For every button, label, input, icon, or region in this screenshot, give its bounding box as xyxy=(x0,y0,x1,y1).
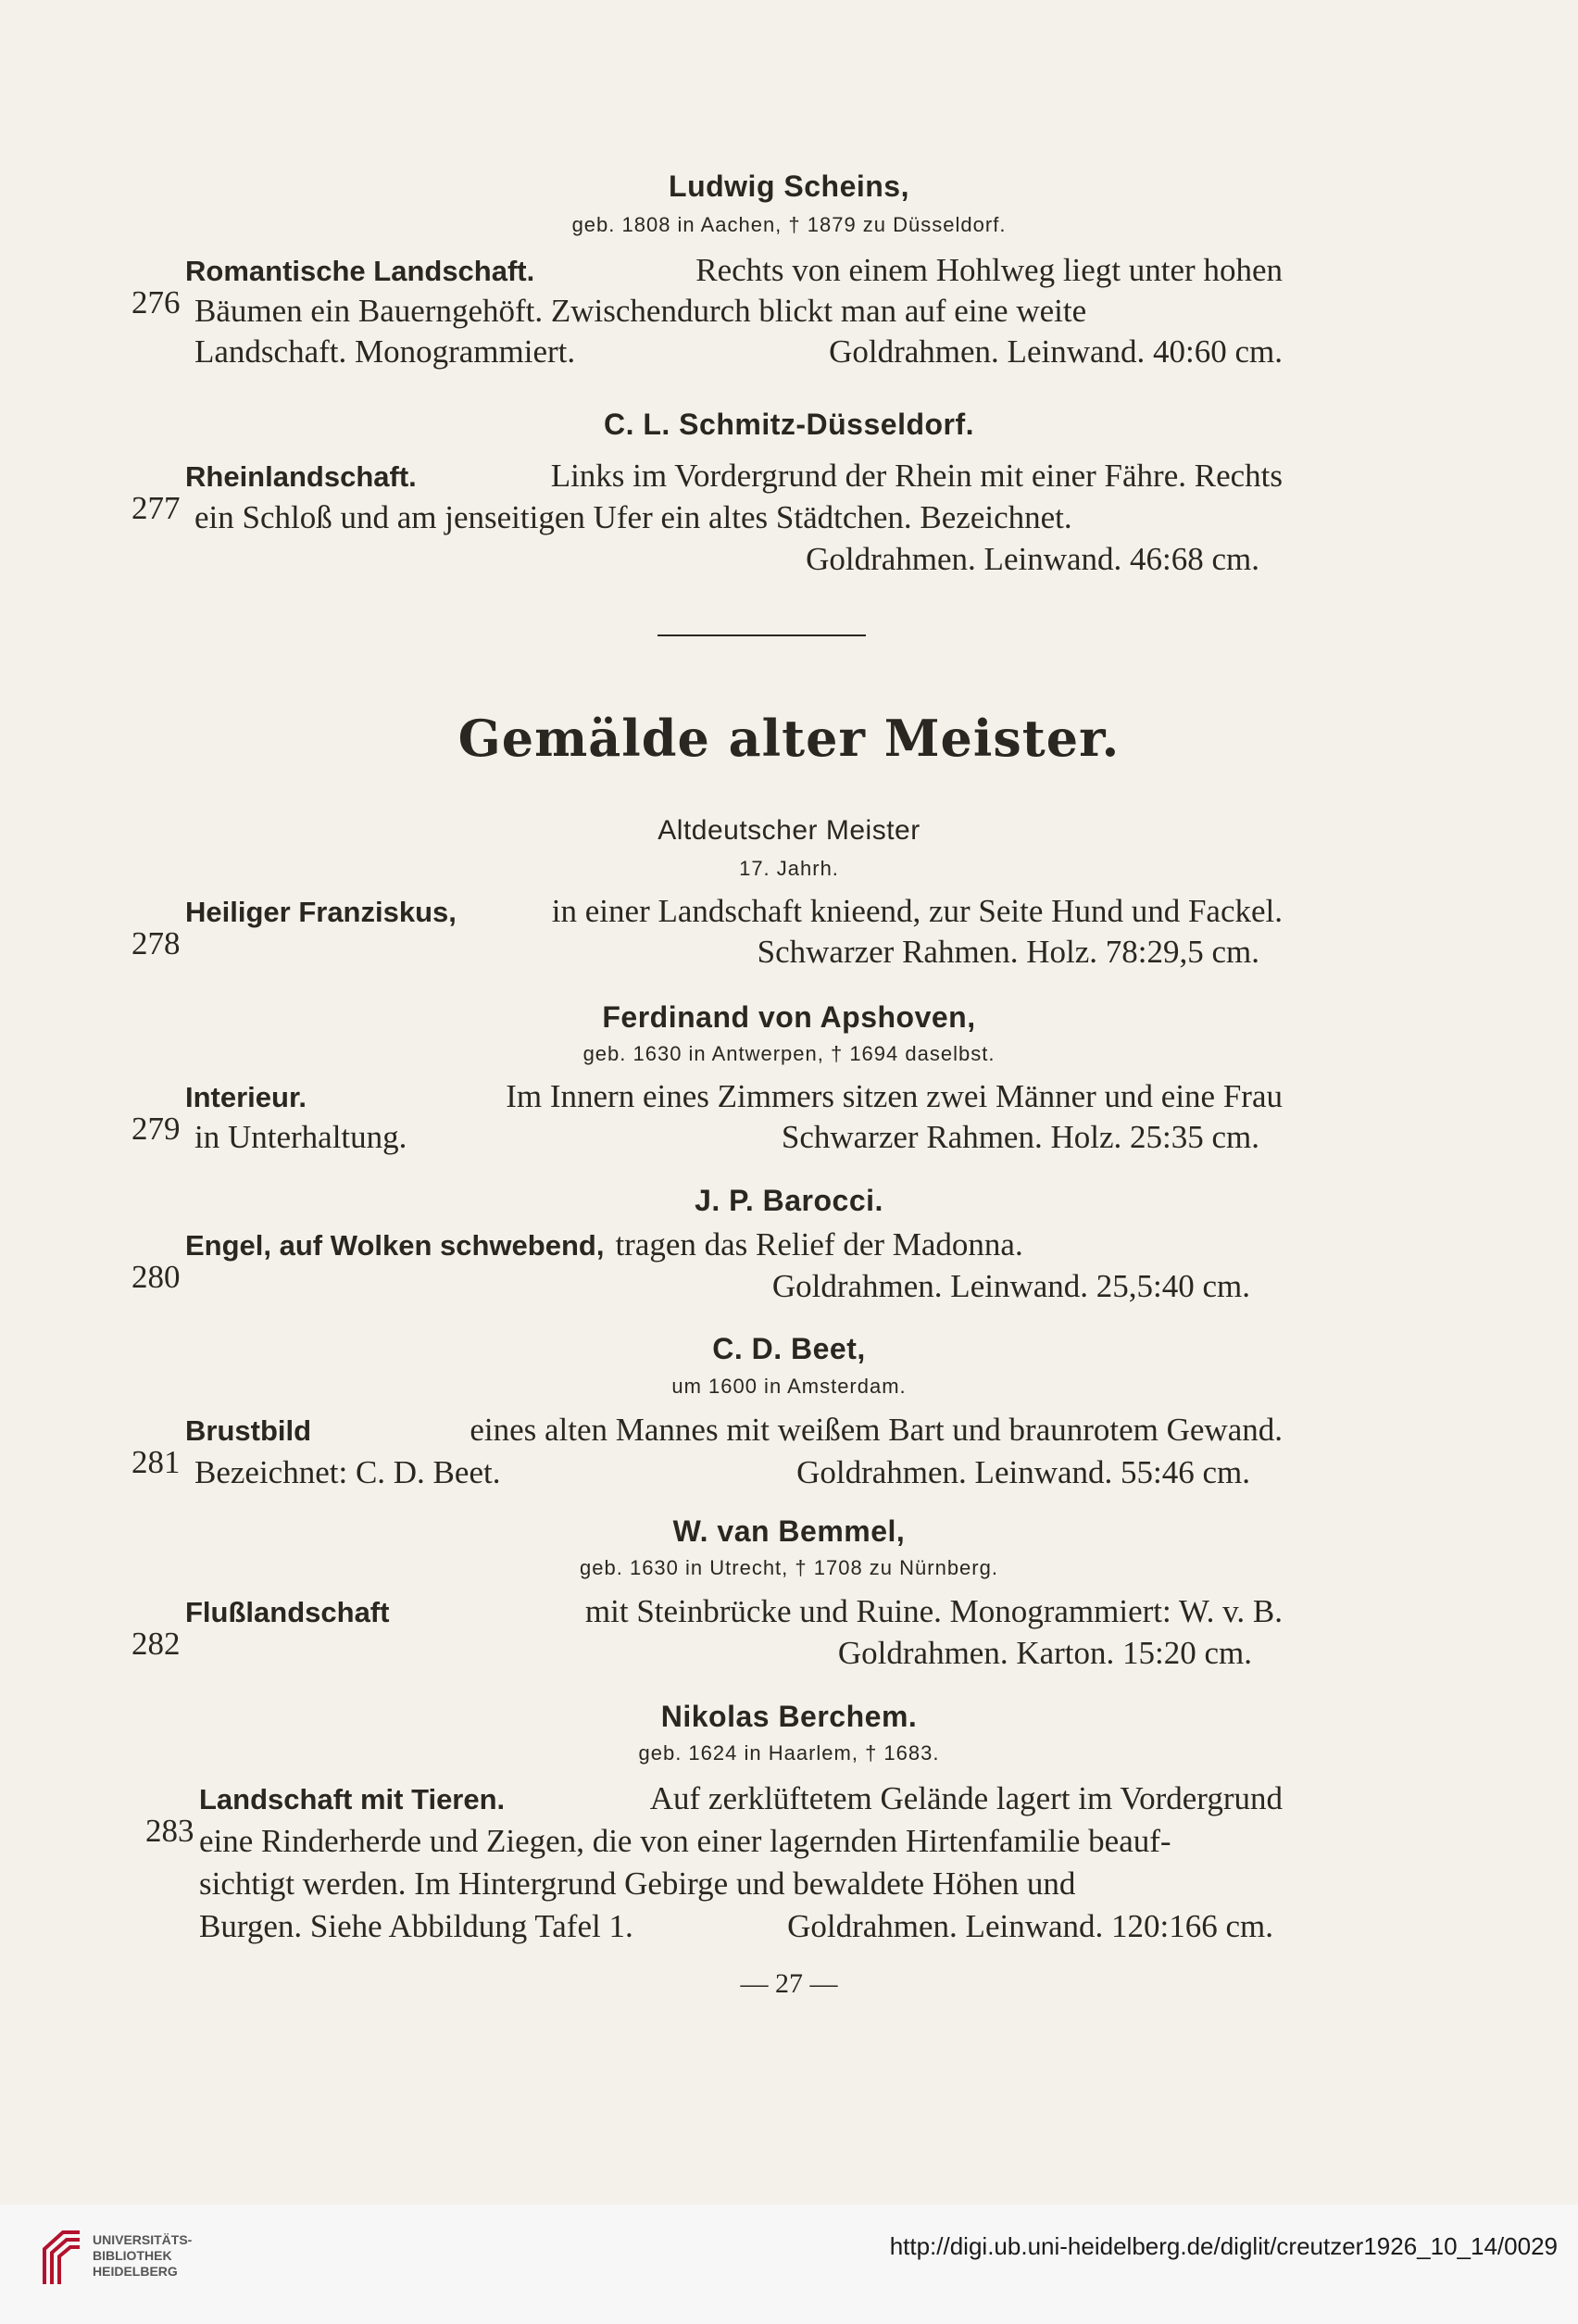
entry-title: Engel, auf Wolken schwebend, xyxy=(185,1229,605,1262)
entry-text: ein Schloß und am jenseitigen Ufer ein altes Städtchen. Bezeichnet. xyxy=(194,499,1072,535)
artist-dates: geb. 1808 in Aachen, † 1879 zu Düsseldorf. xyxy=(571,213,1007,236)
entry-line xyxy=(199,1904,1273,1949)
source-url-link[interactable]: http://digi.ub.uni-heidelberg.de/diglit/creutzer1926_10_14/0029 xyxy=(889,2232,1558,2260)
entry-text: eines alten Mannes mit weißem Bart und braunrotem Gewand. xyxy=(470,1412,1283,1448)
page-number: — 27 — xyxy=(740,1968,838,1999)
entry-line xyxy=(194,330,1283,374)
entry-dimensions: Goldrahmen. Leinwand. 25,5:40 cm. xyxy=(771,1268,1250,1304)
entry-dimensions: Schwarzer Rahmen. Holz. 78:29,5 cm. xyxy=(757,934,1259,970)
lot-number: 280 xyxy=(132,1259,181,1295)
library-name xyxy=(93,2232,192,2280)
entry-text: Burgen. Siehe Abbildung Tafel 1. xyxy=(199,1908,633,1944)
entry-title: Heiliger Franziskus, xyxy=(185,896,457,928)
entry-text: sichtigt werden. Im Hintergrund Gebirge und bewaldete Höhen und xyxy=(199,1865,1076,1902)
artist-dates: geb. 1630 in Utrecht, † 1708 zu Nürnberg. xyxy=(580,1556,998,1579)
entry-text: mit Steinbrücke und Ruine. Monogrammiert: W. v. B. xyxy=(584,1593,1283,1629)
entry-title: Landschaft mit Tieren. xyxy=(199,1783,506,1815)
entry-dimensions: Schwarzer Rahmen. Holz. 25:35 cm. xyxy=(781,1119,1259,1155)
entry-title: Brustbild xyxy=(185,1414,312,1447)
entry-text: tragen das Relief der Madonna. xyxy=(615,1226,1023,1262)
entry-text: Links im Vordergrund der Rhein mit einer Fähre. Rechts xyxy=(550,458,1283,494)
section-title: Gemälde alter Meister. xyxy=(457,709,1121,768)
library-name-line: BIBLIOTHEK xyxy=(93,2248,172,2263)
entry-text: Bäumen ein Bauerngehöft. Zwischendurch blickt man auf eine weite xyxy=(194,293,1087,329)
artist-name: C. L. Schmitz-Düsseldorf. xyxy=(603,408,975,441)
lot-number: 283 xyxy=(145,1813,194,1849)
lot-number: 282 xyxy=(132,1626,181,1662)
artist-name: Ferdinand von Apshoven, xyxy=(602,1000,976,1034)
artist-name: Ludwig Scheins, xyxy=(669,170,909,203)
entry-title: Rheinlandschaft. xyxy=(185,460,417,493)
entry-text: Landschaft. Monogrammiert. xyxy=(194,333,576,370)
lot-number: 278 xyxy=(132,925,181,961)
entry-text: Rechts von einem Hohlweg liegt unter hohen xyxy=(695,252,1283,288)
lot-number: 276 xyxy=(132,284,181,320)
artist-name: W. van Bemmel, xyxy=(672,1514,906,1548)
library-logo-icon xyxy=(39,2225,85,2290)
artist-name: C. D. Beet, xyxy=(712,1332,866,1365)
lot-number: 279 xyxy=(132,1111,181,1147)
entry-dimensions: Goldrahmen. Leinwand. 40:60 cm. xyxy=(829,333,1283,370)
entry-text: eine Rinderherde und Ziegen, die von einer lagernden Hirtenfamilie beauf- xyxy=(199,1823,1171,1859)
artist-dates: geb. 1624 in Haarlem, † 1683. xyxy=(638,1741,940,1765)
artist-name: Altdeutscher Meister xyxy=(658,815,920,846)
footer-bar xyxy=(0,2205,1578,2324)
entry-text: Im Innern eines Zimmers sitzen zwei Männer und eine Frau xyxy=(506,1078,1283,1114)
entry-dimensions: Goldrahmen. Karton. 15:20 cm. xyxy=(837,1635,1252,1671)
entry-title: Flußlandschaft xyxy=(185,1596,390,1628)
artist-name: J. P. Barocci. xyxy=(695,1184,883,1217)
entry-text: in Unterhaltung. xyxy=(194,1119,407,1155)
entry-dimensions: Goldrahmen. Leinwand. 46:68 cm. xyxy=(806,541,1259,577)
lot-number: 277 xyxy=(132,490,181,526)
artist-name: Nikolas Berchem. xyxy=(660,1700,918,1733)
entry-text: Auf zerklüftetem Gelände lagert im Vordergrund xyxy=(649,1780,1283,1816)
library-name-line: HEIDELBERG xyxy=(93,2264,178,2279)
entry-text: Bezeichnet: C. D. Beet. xyxy=(194,1454,501,1490)
artist-dates: geb. 1630 in Antwerpen, † 1694 daselbst. xyxy=(582,1042,996,1065)
divider xyxy=(658,634,866,636)
entry-title: Interieur. xyxy=(185,1081,307,1113)
artist-dates: um 1600 in Amsterdam. xyxy=(671,1375,907,1398)
entry-text: in einer Landschaft knieend, zur Seite Hund und Fackel. xyxy=(551,893,1283,929)
entry-line xyxy=(194,1451,1250,1495)
library-name-line: UNIVERSITÄTS- xyxy=(93,2232,193,2247)
entry-title: Romantische Landschaft. xyxy=(185,255,535,287)
artist-dates: 17. Jahrh. xyxy=(739,857,839,880)
entry-dimensions: Goldrahmen. Leinwand. 120:166 cm. xyxy=(787,1908,1273,1944)
entry-line xyxy=(194,1115,1259,1160)
lot-number: 281 xyxy=(132,1444,181,1480)
entry-dimensions: Goldrahmen. Leinwand. 55:46 cm. xyxy=(796,1454,1250,1490)
